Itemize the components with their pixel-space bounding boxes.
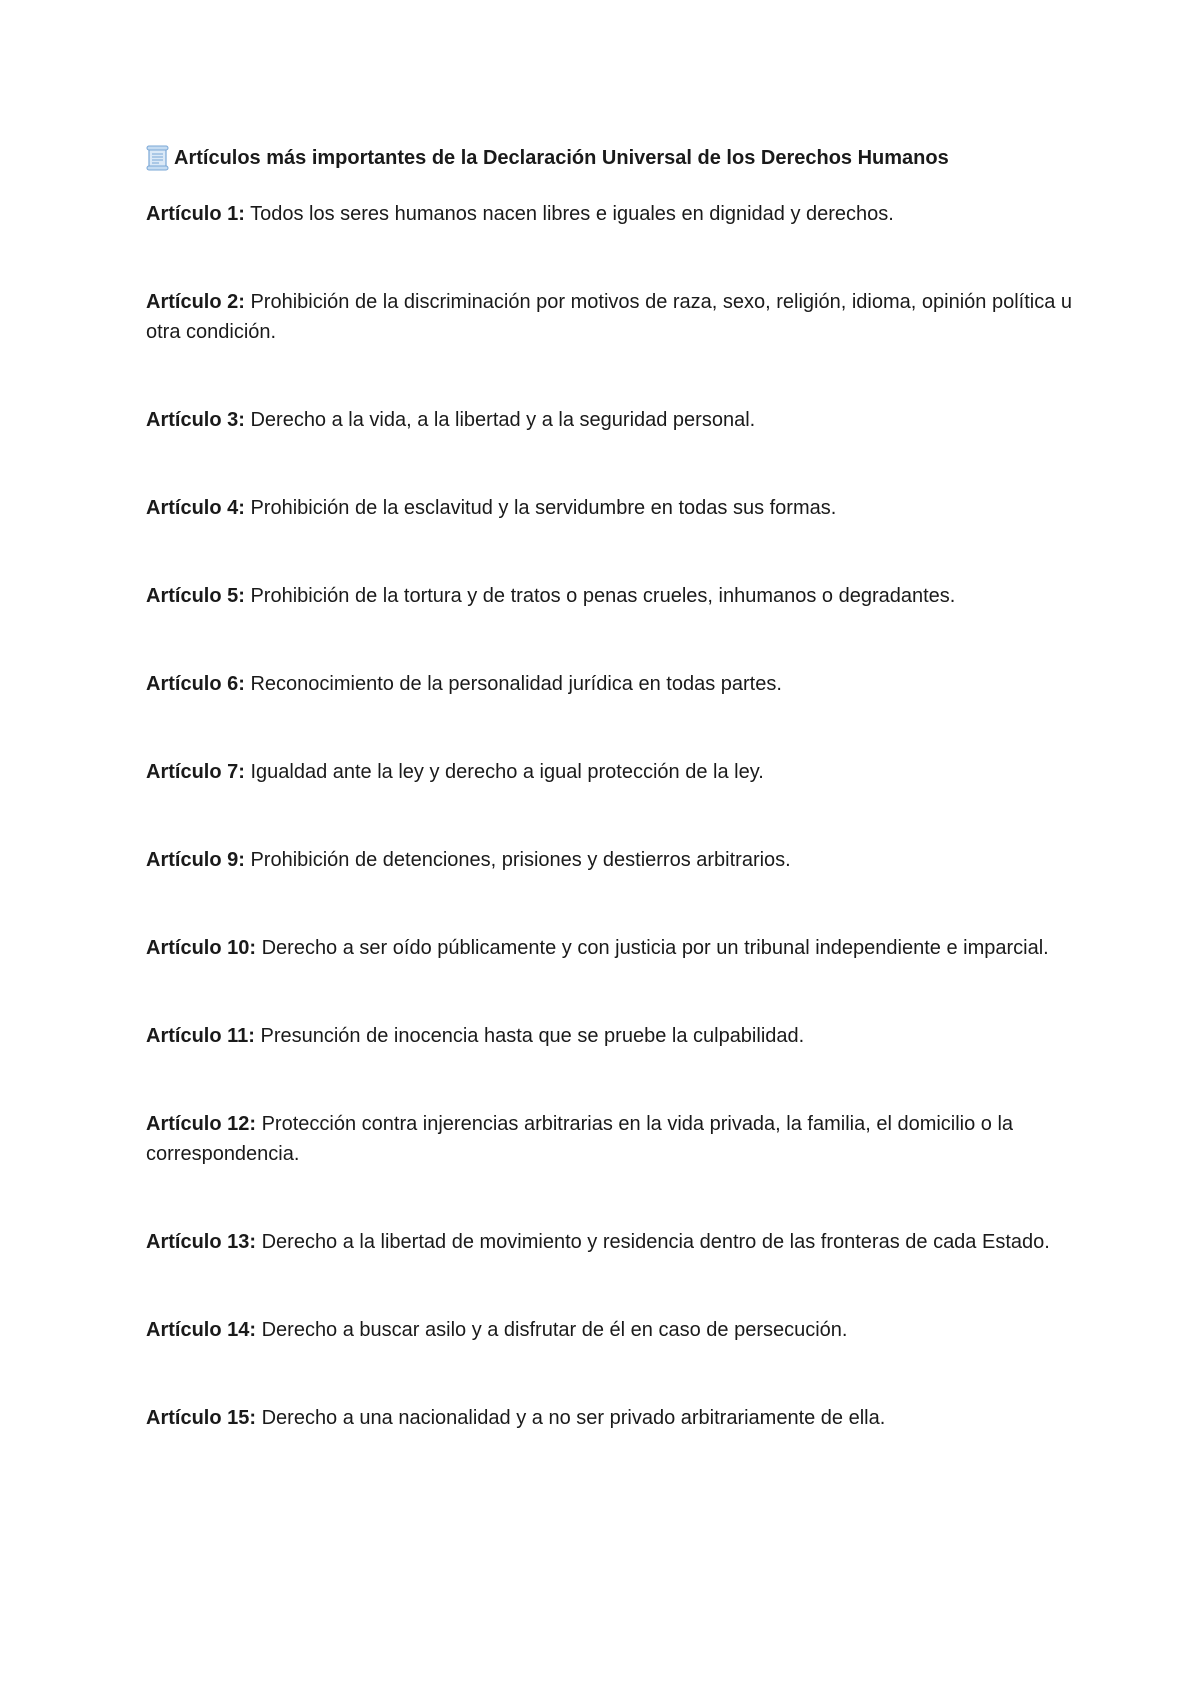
article-label: Artículo 2: — [146, 291, 245, 313]
article-text: Protección contra injerencias arbitrarias en la vida privada, la familia, el domicilio o la correspondencia. — [146, 1113, 1014, 1165]
article-label: Artículo 1: — [146, 203, 245, 225]
article-paragraph — [146, 287, 1076, 347]
article-paragraph — [146, 1227, 1076, 1257]
article-label: Artículo 14: — [146, 1319, 257, 1341]
article-text: Derecho a ser oído públicamente y con justicia por un tribunal independiente e imparcial. — [256, 937, 1049, 959]
document-page — [146, 143, 1076, 1491]
article-text: Derecho a buscar asilo y a disfrutar de él en caso de persecución. — [256, 1319, 848, 1341]
article-label: Artículo 10: — [146, 937, 257, 959]
article-paragraph — [146, 1021, 1076, 1051]
article-label: Artículo 9: — [146, 849, 245, 871]
article-paragraph — [146, 933, 1076, 963]
article-text: Igualdad ante la ley y derecho a igual protección de la ley. — [244, 761, 764, 783]
scroll-icon — [146, 145, 170, 171]
article-label: Artículo 15: — [146, 1407, 257, 1429]
article-paragraph — [146, 581, 1076, 611]
article-paragraph — [146, 1403, 1076, 1433]
article-text: Derecho a la vida, a la libertad y a la seguridad personal. — [244, 409, 756, 431]
article-text: Todos los seres humanos nacen libres e iguales en dignidad y derechos. — [244, 203, 894, 225]
article-text: Prohibición de la tortura y de tratos o penas crueles, inhumanos o degradantes. — [244, 585, 956, 607]
article-paragraph — [146, 493, 1076, 523]
article-text: Derecho a la libertad de movimiento y residencia dentro de las fronteras de cada Estado. — [256, 1231, 1050, 1253]
article-label: Artículo 11: — [146, 1025, 255, 1047]
article-label: Artículo 5: — [146, 585, 245, 607]
article-label: Artículo 4: — [146, 497, 245, 519]
article-paragraph — [146, 1315, 1076, 1345]
article-paragraph — [146, 845, 1076, 875]
article-list — [146, 199, 1076, 1433]
article-text: Prohibición de detenciones, prisiones y destierros arbitrarios. — [244, 849, 791, 871]
document-title: Artículos más importantes de la Declaración Universal de los Derechos Humanos — [174, 147, 949, 169]
article-paragraph — [146, 405, 1076, 435]
article-label: Artículo 12: — [146, 1113, 257, 1135]
article-label: Artículo 6: — [146, 673, 245, 695]
article-text: Reconocimiento de la personalidad jurídica en todas partes. — [244, 673, 782, 695]
article-text: Presunción de inocencia hasta que se pruebe la culpabilidad. — [254, 1025, 805, 1047]
article-label: Artículo 7: — [146, 761, 245, 783]
article-label: Artículo 13: — [146, 1231, 257, 1253]
article-paragraph — [146, 669, 1076, 699]
article-paragraph — [146, 199, 1076, 229]
article-text: Prohibición de la discriminación por motivos de raza, sexo, religión, idioma, opinión política u otra condición. — [146, 291, 1072, 343]
article-text: Prohibición de la esclavitud y la servidumbre en todas sus formas. — [244, 497, 837, 519]
article-paragraph — [146, 757, 1076, 787]
article-text: Derecho a una nacionalidad y a no ser privado arbitrariamente de ella. — [256, 1407, 886, 1429]
document-title-row — [146, 143, 1076, 173]
article-label: Artículo 3: — [146, 409, 245, 431]
article-paragraph — [146, 1109, 1076, 1169]
